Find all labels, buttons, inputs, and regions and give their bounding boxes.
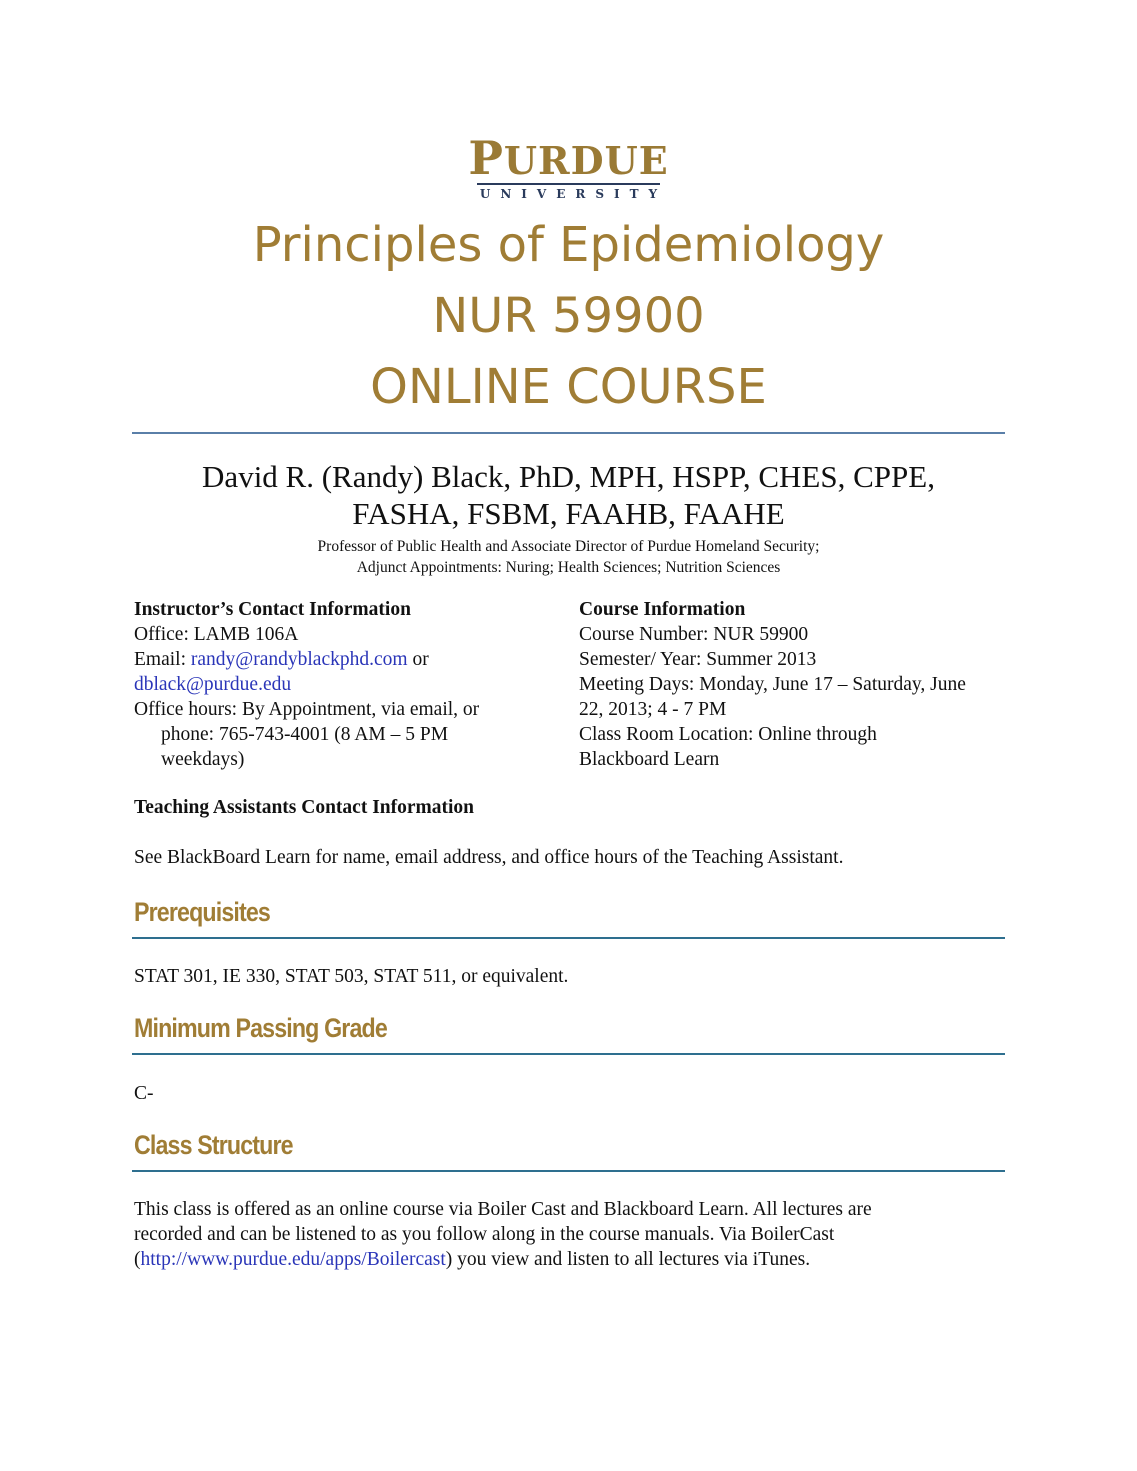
instructor-heading: Instructor’s Contact Information [134, 599, 411, 620]
course-number: Course Number: NUR 59900 [579, 624, 809, 645]
prerequisites-text: STAT 301, IE 330, STAT 503, STAT 511, or equivalent. [134, 966, 569, 987]
instructor-contact [134, 597, 554, 772]
min-grade-rule [132, 1053, 1005, 1055]
email-link-1[interactable]: randy@randyblackphd.com [190, 649, 408, 670]
document-title [0, 210, 1137, 423]
affiliation-line-2: Adjunct Appointments: Nuring; Health Sciences; Nutrition Sciences [356, 559, 781, 576]
location: Class Room Location: Online through [579, 724, 877, 745]
meeting-days-cont: 22, 2013; 4 - 7 PM [579, 699, 727, 720]
ta-heading: Teaching Assistants Contact Information [134, 797, 475, 818]
author-line-2: FASHA, FSBM, FAAHB, FAAHE [352, 496, 785, 531]
course-info [579, 597, 1009, 772]
author-line-1: David R. (Randy) Black, PhD, MPH, HSPP, CHES, CPPE, [202, 459, 935, 494]
email-or: or [407, 649, 429, 670]
email-label: Email: [134, 649, 191, 670]
course-heading: Course Information [579, 599, 746, 620]
structure-line-3 [134, 1247, 1014, 1272]
email-line [134, 647, 554, 672]
semester: Semester/ Year: Summer 2013 [579, 649, 817, 670]
class-structure-rule [132, 1170, 1005, 1172]
author-name [0, 458, 1137, 532]
logo-rule [477, 183, 660, 185]
location-cont: Blackboard Learn [579, 749, 720, 770]
min-grade-text: C- [134, 1083, 154, 1104]
purdue-logo [0, 131, 1137, 201]
structure-line-1: This class is offered as an online course via Boiler Cast and Blackboard Learn. All lectures are [134, 1199, 872, 1220]
email-link-2[interactable]: dblack@purdue.edu [134, 674, 292, 695]
office: Office: LAMB 106A [134, 624, 299, 645]
office-hours-phone: phone: 765-743-4001 (8 AM – 5 PM [161, 724, 449, 745]
meeting-days: Meeting Days: Monday, June 17 – Saturday, June [579, 674, 966, 695]
prerequisites-rule [132, 937, 1005, 939]
office-hours: Office hours: By Appointment, via email, or [134, 699, 480, 720]
office-hours-weekdays: weekdays) [161, 749, 245, 770]
title-line-1: Principles of Epidemiology [252, 217, 885, 273]
title-divider [132, 432, 1005, 434]
prerequisites-heading: Prerequisites [134, 897, 270, 927]
title-line-2: NUR 59900 [432, 288, 705, 344]
logo-subtitle: UNIVERSITY [479, 187, 668, 201]
logo-wordmark: PURDUE [468, 131, 669, 185]
title-line-3: ONLINE COURSE [370, 359, 767, 415]
boilercast-link[interactable]: http://www.purdue.edu/apps/Boilercast [140, 1249, 446, 1270]
affiliation-line-1: Professor of Public Health and Associate Director of Purdue Homeland Security; [317, 538, 820, 555]
structure-line-2: recorded and can be listened to as you follow along in the course manuals. Via BoilerCast [134, 1224, 835, 1245]
paren-open: ( [134, 1249, 141, 1270]
class-structure-heading: Class Structure [134, 1130, 293, 1160]
structure-line-3-rest: ) you view and listen to all lectures via iTunes. [445, 1249, 811, 1270]
ta-text: See BlackBoard Learn for name, email address, and office hours of the Teaching Assistant. [134, 847, 844, 868]
class-structure-text [134, 1197, 1014, 1272]
min-grade-heading: Minimum Passing Grade [134, 1013, 387, 1043]
author-affiliation [0, 536, 1137, 578]
